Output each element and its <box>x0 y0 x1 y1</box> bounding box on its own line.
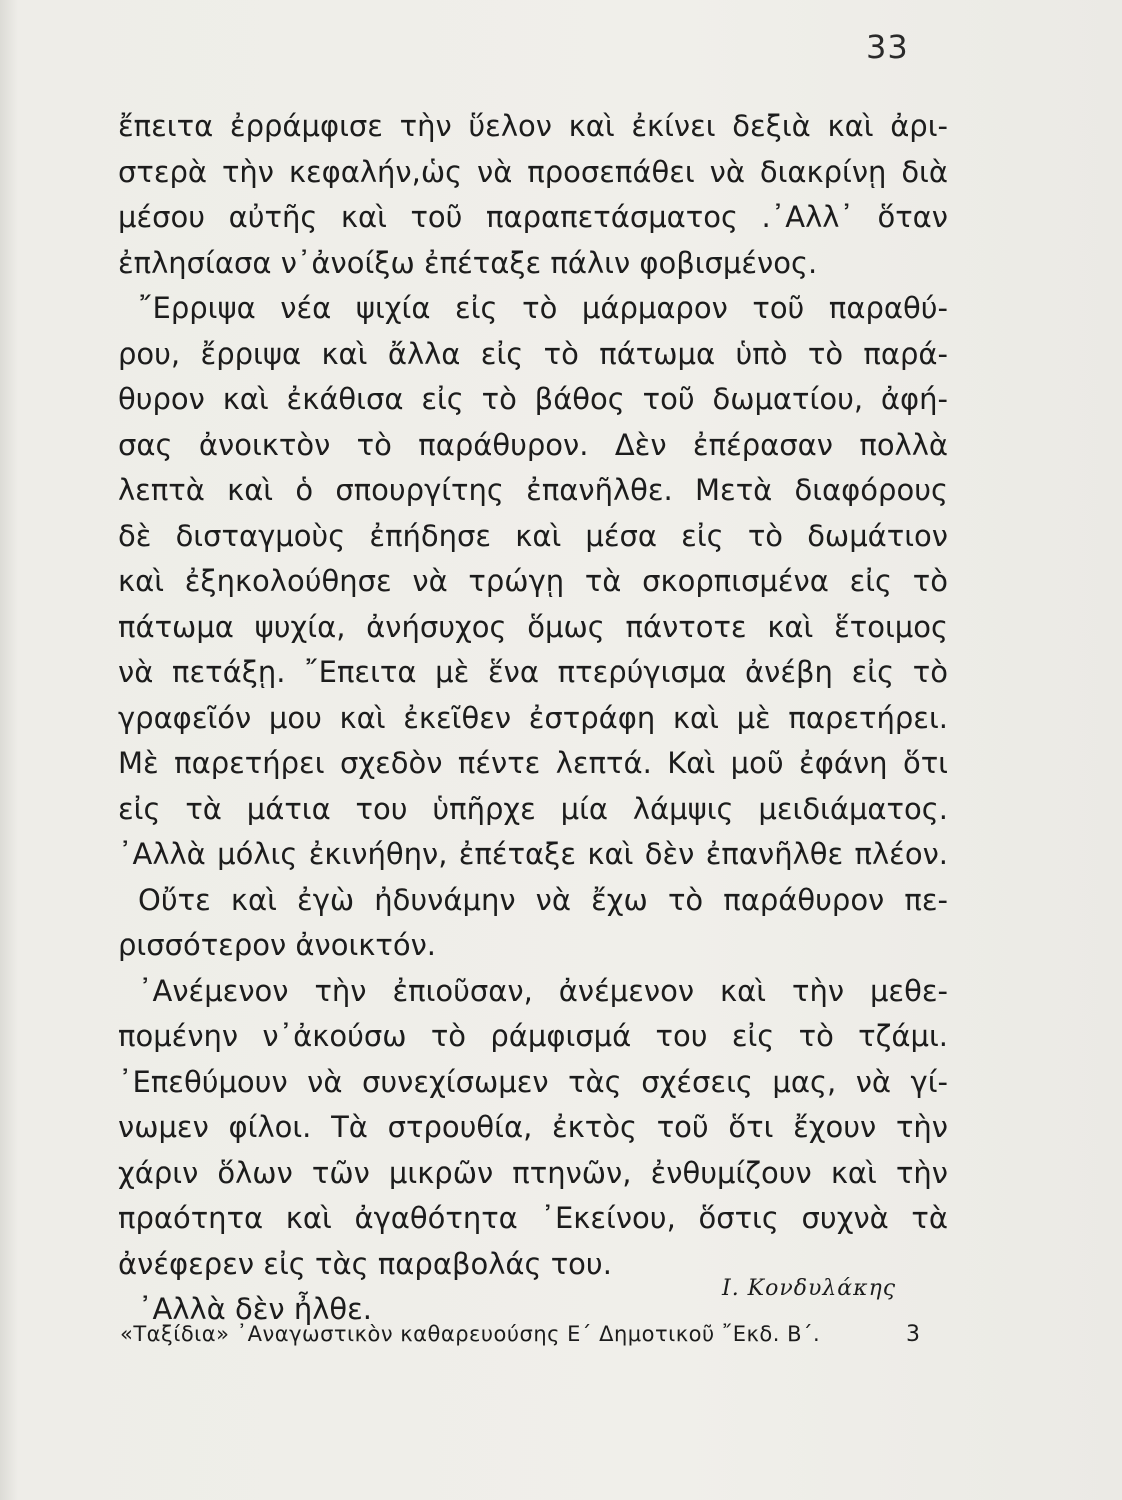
page-number: 33 <box>866 28 909 66</box>
text-line: νωμεν φίλοι. Τὰ στρουθία, ἐκτὸς τοῦ ὅτι ἔχουν τὴν <box>118 1110 948 1144</box>
text-line: ρισσότερον ἀνοικτόν. <box>118 928 437 962</box>
text-line: ᾿Αλλὰ δὲν ἦλθε. <box>138 1292 373 1326</box>
text-line: μέσου αὐτῆς καὶ τοῦ παραπετάσματος .᾿Αλλ᾿ ὅταν <box>118 200 948 234</box>
text-line: δὲ δισταγμοὺς ἐπήδησε καὶ μέσα εἰς τὸ δωμάτιον <box>118 518 948 553</box>
text-line: λεπτὰ καὶ ὁ σπουργίτης ἐπανῆλθε. Μετὰ διαφόρους <box>118 473 948 507</box>
footer-note: «Ταξίδια» ᾿Αναγωστικὸν καθαρευούσης Ε΄ Δημοτικοῦ ῎Εκδ. Β΄. <box>120 1322 821 1346</box>
text-line: ἔπειτα ἐρράμφισε τὴν ὕελον καὶ ἐκίνει δεξιὰ καὶ ἀρι- <box>118 109 948 143</box>
text-line: ῎Ερριψα νέα ψιχία εἰς τὸ μάρμαρον τοῦ παραθύ- <box>138 291 948 325</box>
text-line: πάτωμα ψυχία, ἀνήσυχος ὅμως πάντοτε καὶ ἕτοιμος <box>118 609 948 644</box>
text-line: χάριν ὅλων τῶν μικρῶν πτηνῶν, ἐνθυμίζουν καὶ τὴν <box>118 1155 948 1190</box>
body-text <box>118 104 948 1333</box>
text-line: ἀνέφερεν εἰς τὰς παραβολάς του. <box>118 1246 612 1281</box>
text-line: ᾿Επεθύμουν νὰ συνεχίσωμεν τὰς σχέσεις μας, νὰ γί- <box>118 1064 948 1099</box>
text-line: γραφεῖόν μου καὶ ἐκεῖθεν ἐστράφη καὶ μὲ παρετήρει. <box>118 700 948 735</box>
text-line: ᾿Αλλὰ μόλις ἐκινήθην, ἐπέταξε καὶ δὲν ἐπανῆλθε πλέον. <box>118 837 948 871</box>
text-line: ἐπλησίασα ν᾿ἀνοίξω ἐπέταξε πάλιν φοβισμένος. <box>118 245 818 280</box>
text-line: νὰ πετάξῃ. ῎Επειτα μὲ ἕνα πτερύγισμα ἀνέβη εἰς τὸ <box>118 655 948 689</box>
text-line: Οὔτε καὶ ἐγὼ ἠδυνάμην νὰ ἔχω τὸ παράθυρον πε- <box>138 882 948 917</box>
text-line: εἰς τὰ μάτια του ὑπῆρχε μία λάμψις μειδιάματος. <box>118 791 948 826</box>
text-line: πομένην ν᾿ἀκούσω τὸ ράμφισμά του εἰς τὸ τζάμι. <box>118 1019 948 1053</box>
text-line: σας ἀνοικτὸν τὸ παράθυρον. Δὲν ἐπέρασαν πολλὰ <box>118 427 948 462</box>
sheet-number: 3 <box>906 1322 920 1347</box>
text-line: Μὲ παρετήρει σχεδὸν πέντε λεπτά. Καὶ μοῦ ἐφάνη ὅτι <box>118 746 948 780</box>
text-line: πραότητα καὶ ἀγαθότητα ᾿Εκείνου, ὅστις συχνὰ τὰ <box>118 1201 948 1235</box>
text-line: καὶ ἐξηκολούθησε νὰ τρώγῃ τὰ σκορπισμένα εἰς τὸ <box>118 564 948 598</box>
text-line: ᾿Ανέμενον τὴν ἐπιοῦσαν, ἀνέμενον καὶ τὴν μεθε- <box>138 973 948 1008</box>
author-signature: Ι. Κονδυλάκης <box>722 1276 897 1301</box>
text-line: θυρον καὶ ἐκάθισα εἰς τὸ βάθος τοῦ δωματίου, ἀφή- <box>118 382 948 416</box>
text-line: ρου, ἔρριψα καὶ ἄλλα εἰς τὸ πάτωμα ὑπὸ τὸ παρά- <box>118 336 948 371</box>
text-line: στερὰ τὴν κεφαλήν,ὡς νὰ προσεπάθει νὰ διακρίνῃ διὰ <box>118 154 948 189</box>
